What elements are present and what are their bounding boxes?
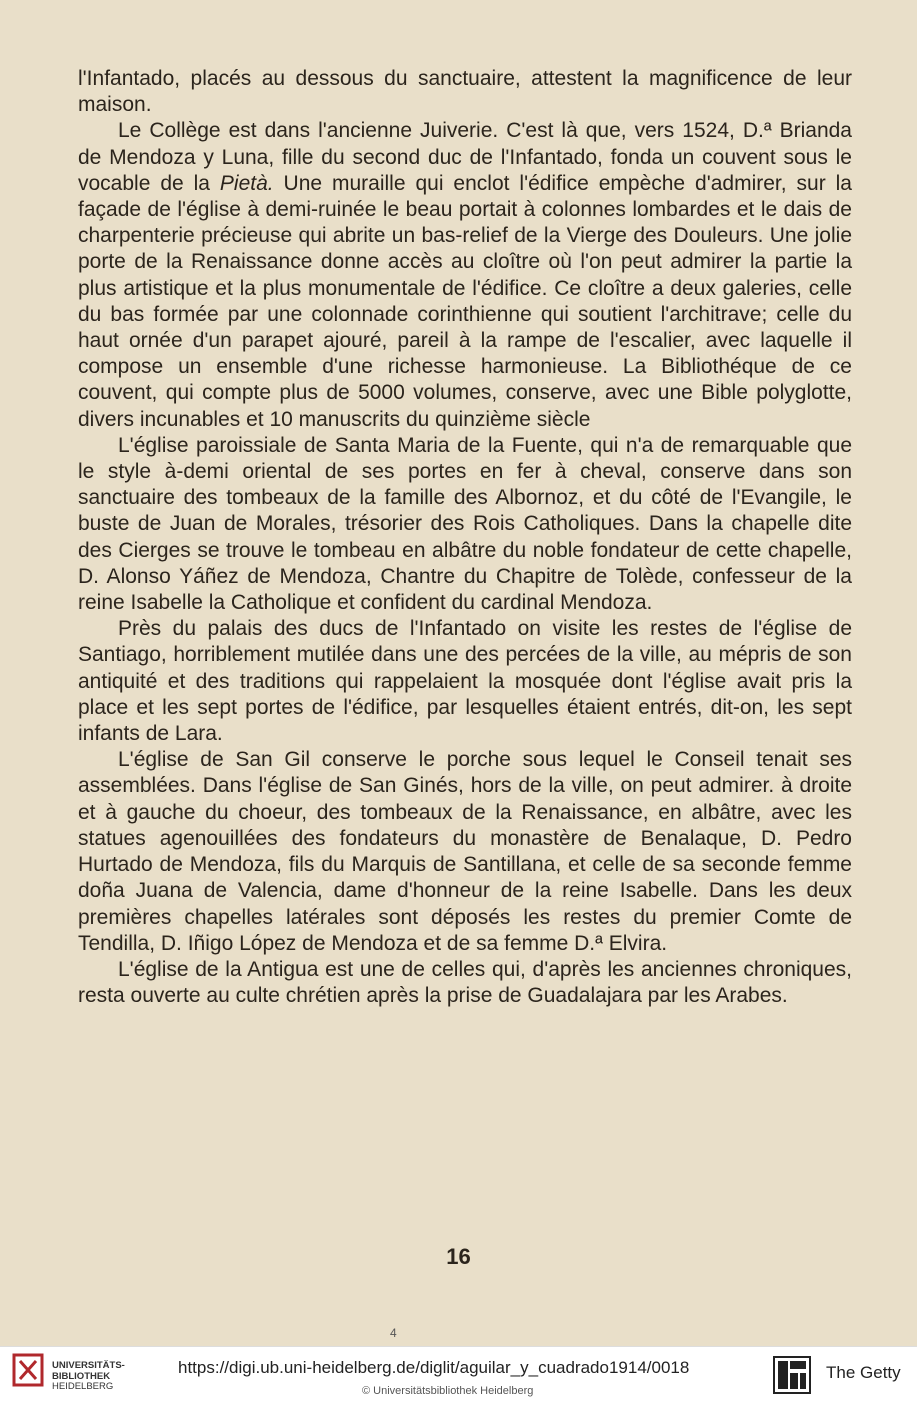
paragraph-college <box>78 118 852 432</box>
university-name-line2: BIBLIOTHEK <box>52 1370 111 1382</box>
paragraph-continuation: l'Infantado, placés au dessous du sanctuaire, attestent la magnificence de leur maison. <box>78 67 852 117</box>
copyright-notice: © Universitätsbibliothek Heidelberg <box>362 1385 534 1397</box>
university-name-line3: HEIDELBERG <box>52 1381 114 1392</box>
paragraph-college-text: Le Collège est dans l'ancienne Juiverie. C'est là que, vers 1524, D.ª Brianda de Mendoza y Luna, fille du second duc de l'Infantado, fonda un couvent sous le vocable de la <box>78 119 852 195</box>
paragraph-san-gil: L'église de San Gil conserve le porche sous lequel le Conseil tenait ses assemblées. Dans l'église de San Ginés, hors de la ville, on peut admirer. à droite et à gauche du choeur, des tombeaux de la Renaissance, en albâtre, avec les statues agenouillées des fondateurs du monastère de Benalaque, D. Pedro Hurtado de Mendoza, fils du Marquis de Santillana, et celle de sa seconde femme doña Juana de Valencia, dame d'honneur de la reine Isabelle. Dans les deux premières chapelles latérales sont déposés les restes du premier Comte de Tendilla, D. Iñigo López de Mendoza et de sa femme D.ª Elvira. <box>78 748 852 955</box>
paragraph-santa-maria: L'église paroissiale de Santa Maria de la Fuente, qui n'a de remarquable que le style à-demi oriental de ses portes en fer à cheval, conserve dans son sanctuaire des tombeaux de la famille des Albornoz, et du côté de l'Evangile, le buste de Juan de Morales, trésorier des Rois Catholiques. Dans la chapelle dite des Cierges se trouve le tombeau en albâtre du noble fondateur de cette chapelle, D. Alonso Yáñez de Mendoza, Chantre du Chapitre de Tolède, confesseur de la reine Isabelle la Catholique et confident du cardinal Mendoza. <box>78 433 852 615</box>
getty-logo-icon <box>772 1355 812 1395</box>
paragraph-santiago: Près du palais des ducs de l'Infantado on visite les restes de l'église de Santiago, horriblement mutilée dans une des percées de la ville, au mépris de son antiquité et des traditions qui rappelaient la mosquée dont l'église avait pris la place et les sept portes de l'édifice, par lesquelles étaient entrés, dit-on, les sept infants de Lara. <box>78 617 852 746</box>
paragraph-college-text-cont: Une muraille qui enclot l'édifice empèche d'admirer, sur la façade de l'église à demi-ruinée le beau portait à colonnes lombardes et le dais de charpenterie précieuse qui abrite un bas-relief de la Vierge des Douleurs. Une jolie porte de la Renaissance donne accès au cloître où l'on peut admirer la partie la plus artistique et la plus monumentale de l'édifice. Ce cloître a deux galeries, celle du bas formée par une colonnade corinthienne qui soutient l'architrave; celle du haut ornée d'un parapet ajouré, pareil à la rampe de l'escalier, avec laquelle il compose un ensemble d'une richesse harmonieuse. La Bibliothéque de ce couvent, qui compte plus de 5000 volumes, conserve, avec une Bible polyglotte, divers incunables et 10 manuscrits du quinzième siècle <box>78 171 852 431</box>
body-text <box>78 66 852 1009</box>
university-seal-icon <box>10 1351 46 1389</box>
footer-bar <box>0 1346 917 1409</box>
page-mark: 4 <box>390 1326 397 1340</box>
paragraph-antigua: L'église de la Antigua est une de celles qui, d'après les anciennes chroniques, resta ouverte au culte chrétien après la prise de Guadalajara par les Arabes. <box>78 957 852 1008</box>
italic-word: Pietà. <box>219 171 274 195</box>
permalink-url[interactable]: https://digi.ub.uni-heidelberg.de/diglit/aguilar_y_cuadrado1914/0018 <box>178 1358 690 1377</box>
partner-name: The Getty <box>826 1363 901 1382</box>
university-name-line1: UNIVERSITÄTS- <box>52 1360 125 1371</box>
page-number: 16 <box>446 1244 471 1269</box>
university-name <box>52 1361 125 1393</box>
